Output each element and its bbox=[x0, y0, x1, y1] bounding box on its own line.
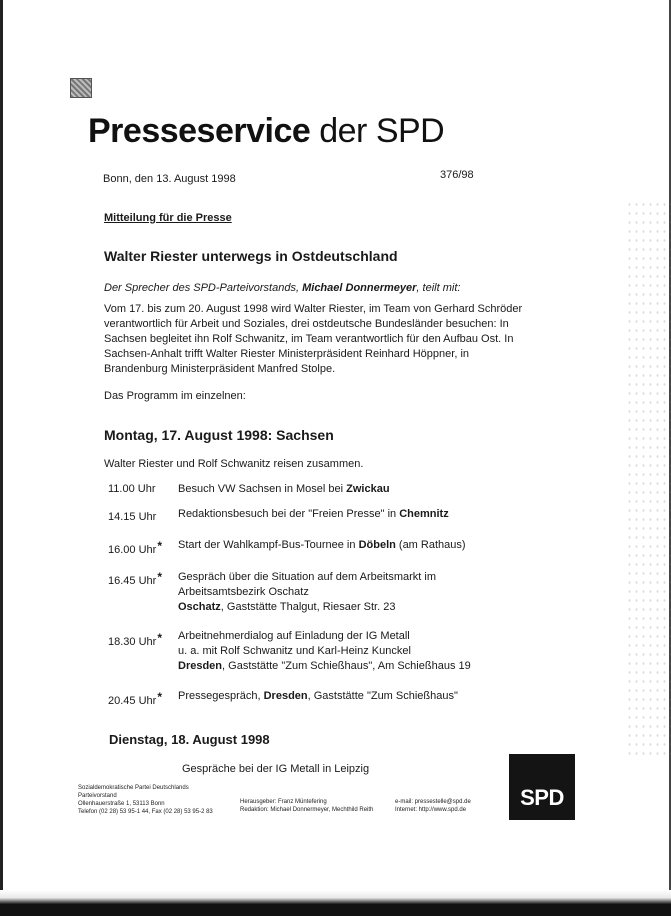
reference-number: 376/98 bbox=[440, 169, 474, 181]
event-time: 11.00 Uhr bbox=[108, 483, 156, 495]
scan-edge-left bbox=[0, 0, 3, 916]
program-intro: Das Programm im einzelnen: bbox=[104, 390, 246, 402]
body-paragraph: Vom 17. bis zum 20. August 1998 wird Walter Riester, im Team von Gerhard Schröder verantwortlich für Arbeit und Soziales, drei ostdeutsche Bundesländer besuchen: In Sachsen begleitet ihn Rolf Schwanitz, im Team verantwortlich für den Aufbau Ost. In Sachsen-Anhalt trifft Walter Riester Ministerpräsident Reinhard Höppner, in Brandenburg Ministerpräsident Manfred Stolpe. bbox=[104, 303, 523, 375]
press-release-label: Mitteilung für die Presse bbox=[104, 212, 232, 224]
footer-address: Sozialdemokratische Partei Deutschlands Parteivorstand Ollenhauerstraße 1, 53113 Bonn Telefon (02 28) 53 95-1 44, Fax (02 28) 53 95-2 83 bbox=[78, 785, 213, 815]
intro-name: Michael Donnermeyer bbox=[302, 282, 417, 294]
intro-line bbox=[104, 281, 460, 295]
logo-text: SPD bbox=[520, 785, 564, 810]
event-description: Start der Wahlkampf-Bus-Tournee in Döbeln (am Rathaus) bbox=[178, 539, 466, 551]
event-description: Arbeitnehmerdialog auf Einladung der IG Metall u. a. mit Rolf Schwanitz und Karl-Heinz Kunckel Dresden, Gaststätte "Zum Schießhaus", Am Schießhaus 19 bbox=[178, 630, 471, 672]
headline: Walter Riester unterwegs in Ostdeutschland bbox=[104, 248, 398, 264]
masthead bbox=[88, 112, 444, 151]
event-time: 16.00 Uhr* bbox=[108, 539, 162, 556]
event-description: Besuch VW Sachsen in Mosel bei Zwickau bbox=[178, 483, 390, 495]
day1-travel-note: Walter Riester und Rolf Schwanitz reisen zusammen. bbox=[104, 458, 364, 470]
event-time: 18.30 Uhr* bbox=[108, 631, 162, 648]
day2-description: Gespräche bei der IG Metall in Leipzig bbox=[182, 763, 370, 775]
intro-prefix: Der Sprecher des SPD-Parteivorstands, bbox=[104, 282, 300, 294]
scan-mark-icon bbox=[70, 78, 92, 98]
event-description: Pressegespräch, Dresden, Gaststätte "Zum Schießhaus" bbox=[178, 690, 458, 702]
day1-heading: Montag, 17. August 1998: Sachsen bbox=[104, 427, 334, 443]
event-description: Redaktionsbesuch bei der "Freien Presse" in Chemnitz bbox=[178, 508, 449, 520]
event-time: 14.15 Uhr bbox=[108, 511, 157, 523]
event-time: 20.45 Uhr* bbox=[108, 690, 162, 707]
day2-heading: Dienstag, 18. August 1998 bbox=[109, 732, 270, 747]
spd-logo-icon bbox=[509, 754, 575, 820]
footer-editors: Herausgeber: Franz Müntefering Redaktion: Michael Donnermeyer, Mechthild Reith bbox=[240, 799, 374, 813]
event-description: Gespräch über die Situation auf dem Arbeitsmarkt im Arbeitsamtsbezirk Oschatz Oschatz, Gaststätte Thalgut, Riesaer Str. 23 bbox=[178, 571, 437, 613]
footer-contact: e-mail: pressestelle@spd.de Internet: http://www.spd.de bbox=[395, 799, 471, 813]
scan-noise bbox=[626, 200, 671, 760]
masthead-bold: Presseservice bbox=[88, 112, 311, 150]
scan-edge-bottom bbox=[0, 890, 671, 916]
event-time: 16.45 Uhr* bbox=[108, 570, 162, 587]
masthead-light: der SPD bbox=[319, 112, 445, 150]
intro-suffix: , teilt mit: bbox=[416, 282, 461, 294]
date-line: Bonn, den 13. August 1998 bbox=[103, 173, 236, 185]
